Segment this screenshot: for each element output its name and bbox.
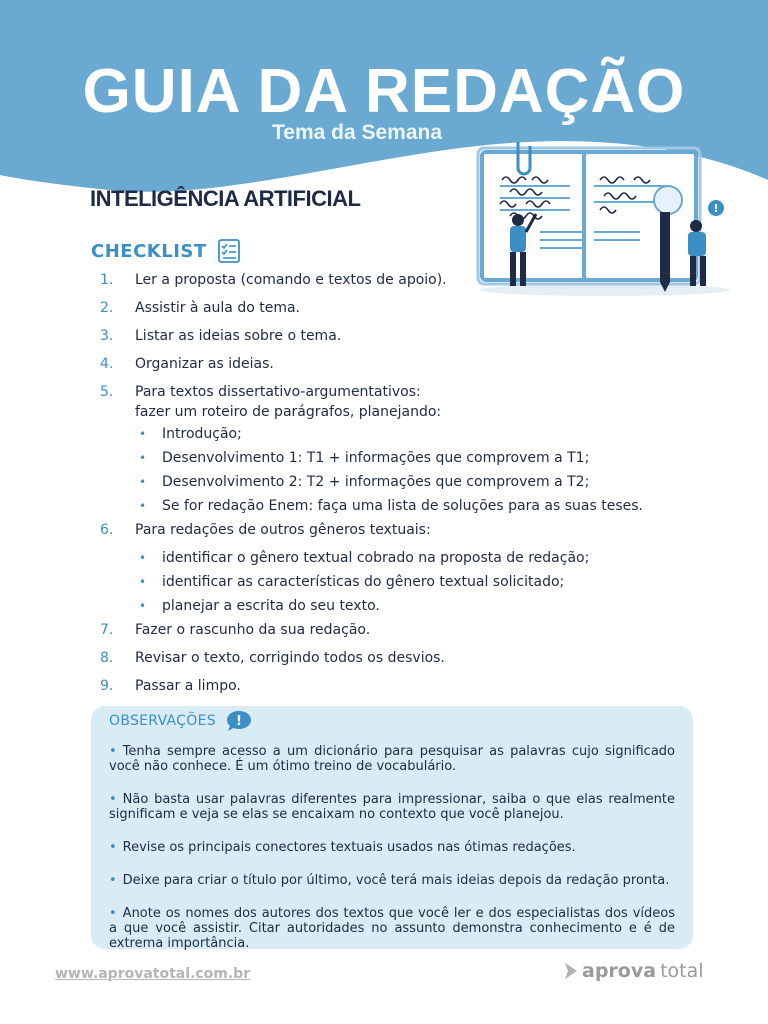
observacao-item: • Revise os principais conectores textuais usados nas ótimas redações.: [109, 840, 576, 855]
item-text: Revisar o texto, corrigindo todos os desvios.: [135, 650, 445, 666]
list-item: [100, 270, 720, 290]
item-text-continued: fazer um roteiro de parágrafos, planejando:: [135, 404, 442, 420]
sub-list: [135, 548, 720, 616]
observacao-item: • Deixe para criar o título por último, você terá mais ideias depois da redação pronta.: [109, 873, 670, 888]
sub-item: • planejar a escrita do seu texto.: [139, 598, 380, 614]
item-text: Assistir à aula do tema.: [135, 300, 301, 316]
item-number: 7.: [100, 622, 114, 638]
item-text: Passar a limpo.: [135, 678, 241, 694]
checklist-header: [91, 238, 241, 264]
item-number: 5.: [100, 384, 114, 400]
checklist-title: CHECKLIST: [91, 240, 207, 262]
item-text: Listar as ideias sobre o tema.: [135, 328, 342, 344]
sub-item: • Se for redação Enem: faça uma lista de soluções para as suas teses.: [139, 498, 643, 514]
aprova-total-logo: [564, 960, 704, 982]
logo-text-aprova: aprova: [582, 960, 657, 982]
item-number: 6.: [100, 522, 114, 538]
list-item: [100, 520, 720, 616]
list-item: [100, 648, 720, 668]
item-number: 9.: [100, 678, 114, 694]
checklist-icon: [217, 238, 241, 264]
sub-item: • identificar as características do gênero textual solicitado;: [139, 574, 565, 590]
page-title: GUIA DA REDAÇÃO: [82, 57, 686, 126]
sub-item: • identificar o gênero textual cobrado na proposta de redação;: [139, 550, 590, 566]
page-subtitle: Tema da Semana: [272, 121, 443, 144]
item-text: Ler a proposta (comando e textos de apoio).: [135, 272, 447, 288]
list-item: [100, 354, 720, 374]
item-text: Para redações de outros gêneros textuais:: [135, 522, 431, 538]
observacao-item: • Não basta usar palavras diferentes para impressionar, saiba o que elas realmente significam e veja se elas se encaixam no contexto que você planejou.: [109, 792, 675, 822]
item-text: Fazer o rascunho da sua redação.: [135, 622, 371, 638]
sub-item: • Desenvolvimento 2: T2 + informações que comprovem a T2;: [139, 474, 590, 490]
item-number: 2.: [100, 300, 114, 316]
list-item: [100, 298, 720, 318]
list-item: [100, 382, 720, 516]
topic-title: INTELIGÊNCIA ARTIFICIAL: [90, 186, 361, 211]
list-item: [100, 620, 720, 640]
item-number: 4.: [100, 356, 114, 372]
item-text: Para textos dissertativo-argumentativos:: [135, 384, 421, 400]
exclamation-bubble-icon: [226, 710, 252, 732]
observacao-item: • Tenha sempre acesso a um dicionário para pesquisar as palavras cujo significado você não conhece. É um ótimo treino de vocabulário.: [109, 744, 675, 774]
checklist-list: [100, 270, 720, 696]
observacoes-list: [109, 744, 675, 951]
item-number: 1.: [100, 272, 114, 288]
sub-list: [135, 424, 720, 516]
svg-text:!: !: [713, 202, 719, 215]
list-item: [100, 676, 720, 696]
observacao-item: • Anote os nomes dos autores dos textos que você ler e dos especialistas dos vídeos a que você assistir. Citar autoridades no assunto demonstra conhecimento e é de extrema importância.: [109, 906, 675, 951]
item-number: 3.: [100, 328, 114, 344]
item-text: Organizar as ideias.: [135, 356, 274, 372]
observacoes-title: OBSERVAÇÕES: [109, 713, 216, 729]
item-number: 8.: [100, 650, 114, 666]
list-item: [100, 326, 720, 346]
aprova-total-logo-icon: [564, 962, 578, 980]
sub-item: • Desenvolvimento 1: T1 + informações que comprovem a T1;: [139, 450, 590, 466]
sub-item: • Introdução;: [139, 426, 242, 442]
logo-text-total: total: [660, 960, 704, 982]
observacoes-header: [109, 710, 252, 732]
svg-text:!: !: [235, 714, 242, 729]
website-link[interactable]: www.aprovatotal.com.br: [55, 966, 251, 982]
observacoes-box: [91, 706, 693, 949]
